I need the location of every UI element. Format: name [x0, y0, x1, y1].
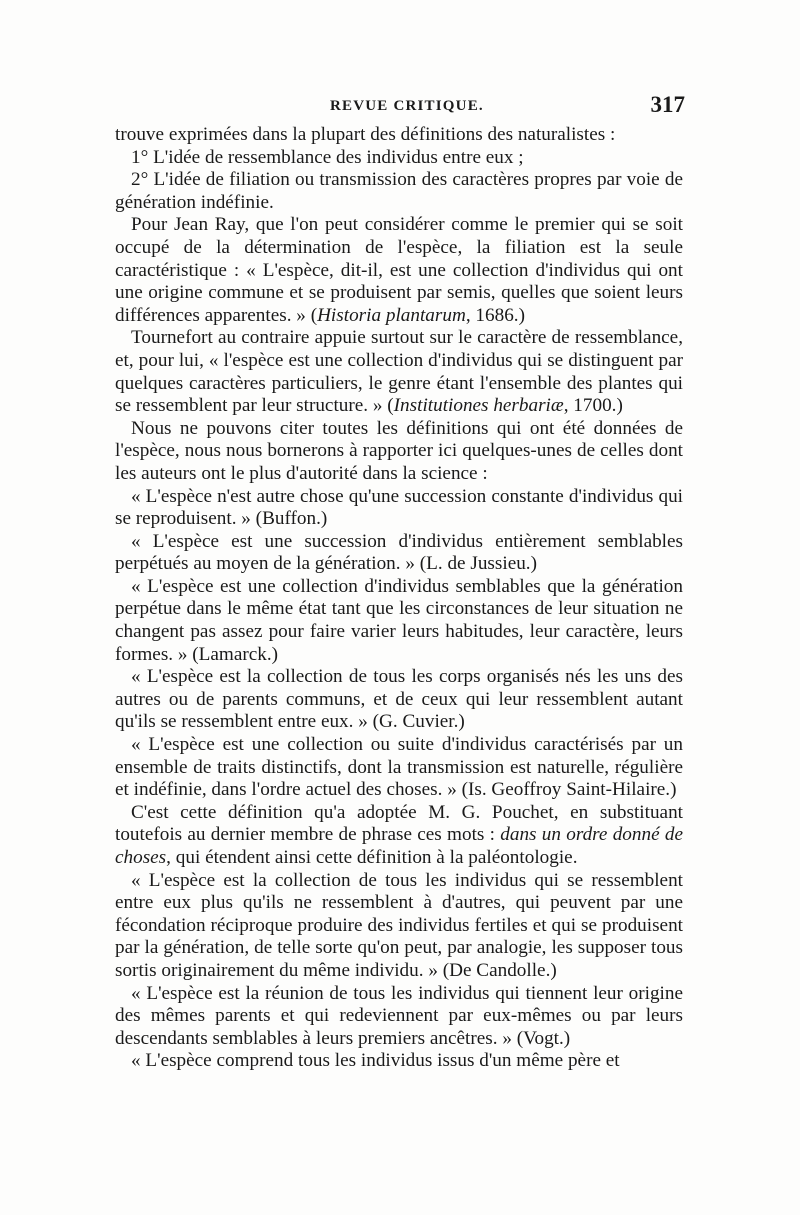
quote-geoffroy: « L'espèce est une collection ou suite d'individus caractérisés par un ensemble de traits distinctifs, dont la transmission est naturelle, régulière et indéfinie, dans l'ordre actuel des choses. » (Is. Geoffroy Saint-Hilaire.) — [115, 734, 683, 801]
paragraph-definitions-intro: Nous ne pouvons citer toutes les définitions qui ont été données de l'espèce, nous nous bornerons à rapporter ici quelques-unes de celles dont les auteurs ont le plus d'autorité dans la science : — [115, 417, 683, 484]
citation-title: Historia plantarum — [317, 304, 466, 326]
paragraph-pouchet: C'est cette définition qu'a adoptée M. G. Pouchet, en substituant toutefois au dernier membre de phrase ces mots : dans un ordre donné de choses, qui étendent ainsi cette définition à la paléontologie. — [115, 801, 683, 868]
quote-lamarck: « L'espèce est une collection d'individus semblables que la génération perpétue dans le même état tant que les circonstances de leur situation ne changent pas assez pour faire varier leurs habitudes, leur caractère, leurs formes. » (Lamarck.) — [115, 575, 683, 665]
paragraph-tournefort: Tournefort au contraire appuie surtout sur le caractère de ressemblance, et, pour lui, « l'espèce est une collection d'individus qui se distinguent par quelques caractères particuliers, le genre étant l'ensemble des plantes qui se ressemblent par leur structure. » (Institutiones herbariæ, 1700.) — [115, 327, 683, 417]
quote-jussieu: « L'espèce est une succession d'individus entièrement semblables perpétués au moyen de la génération. » (L. de Jussieu.) — [115, 530, 683, 575]
quote-vogt: « L'espèce est la réunion de tous les individus qui tiennent leur origine des mêmes parents et qui redeviennent par eux-mêmes ou par leurs descendants semblables à leurs premiers ancêtres. » (Vogt.) — [115, 982, 683, 1049]
quote-continued: « L'espèce comprend tous les individus issus d'un même père et — [131, 1050, 620, 1072]
body-text — [115, 124, 683, 1073]
paragraph-continuation: trouve exprimées dans la plupart des définitions des naturalistes : — [115, 124, 616, 145]
quoted-phrase: dans un ordre donné de choses — [115, 824, 683, 868]
page-header — [115, 92, 685, 122]
paragraph-point-1: 1° L'idée de ressemblance des individus entre eux ; — [131, 146, 524, 168]
running-title: REVUE CRITIQUE. — [330, 98, 484, 114]
quote-buffon: « L'espèce n'est autre chose qu'une succession constante d'individus qui se reproduisent. » (Buffon.) — [115, 485, 683, 530]
citation-title: Institutiones herbariæ — [393, 395, 564, 417]
quote-de-candolle: « L'espèce est la collection de tous les individus qui se ressemblent entre eux plus qu'ils ne ressemblent à d'autres, qui peuvent par une fécondation réciproque produire des individus fertiles et qui se produisent par la génération, de telle sorte qu'on peut, par analogie, les supposer tous sortis originairement du même individu. » (De Candolle.) — [115, 869, 683, 981]
paragraph-jean-ray: Pour Jean Ray, que l'on peut considérer comme le premier qui se soit occupé de la détermination de l'espèce, la filiation est la seule caractéristique : « L'espèce, dit-il, est une collection d'individus qui ont une origine commune et se produisent par semis, quelles que soient leurs différences apparentes. » (Historia plantarum, 1686.) — [115, 214, 683, 326]
paragraph-point-2: 2° L'idée de filiation ou transmission des caractères propres par voie de génération indéfinie. — [115, 169, 683, 213]
page-number: 317 — [650, 92, 685, 117]
quote-cuvier: « L'espèce est la collection de tous les corps organisés nés les uns des autres ou de parents communs, et de ceux qui leur ressemblent autant qu'ils se ressemblent entre eux. » (G. Cuvier.) — [115, 666, 683, 733]
